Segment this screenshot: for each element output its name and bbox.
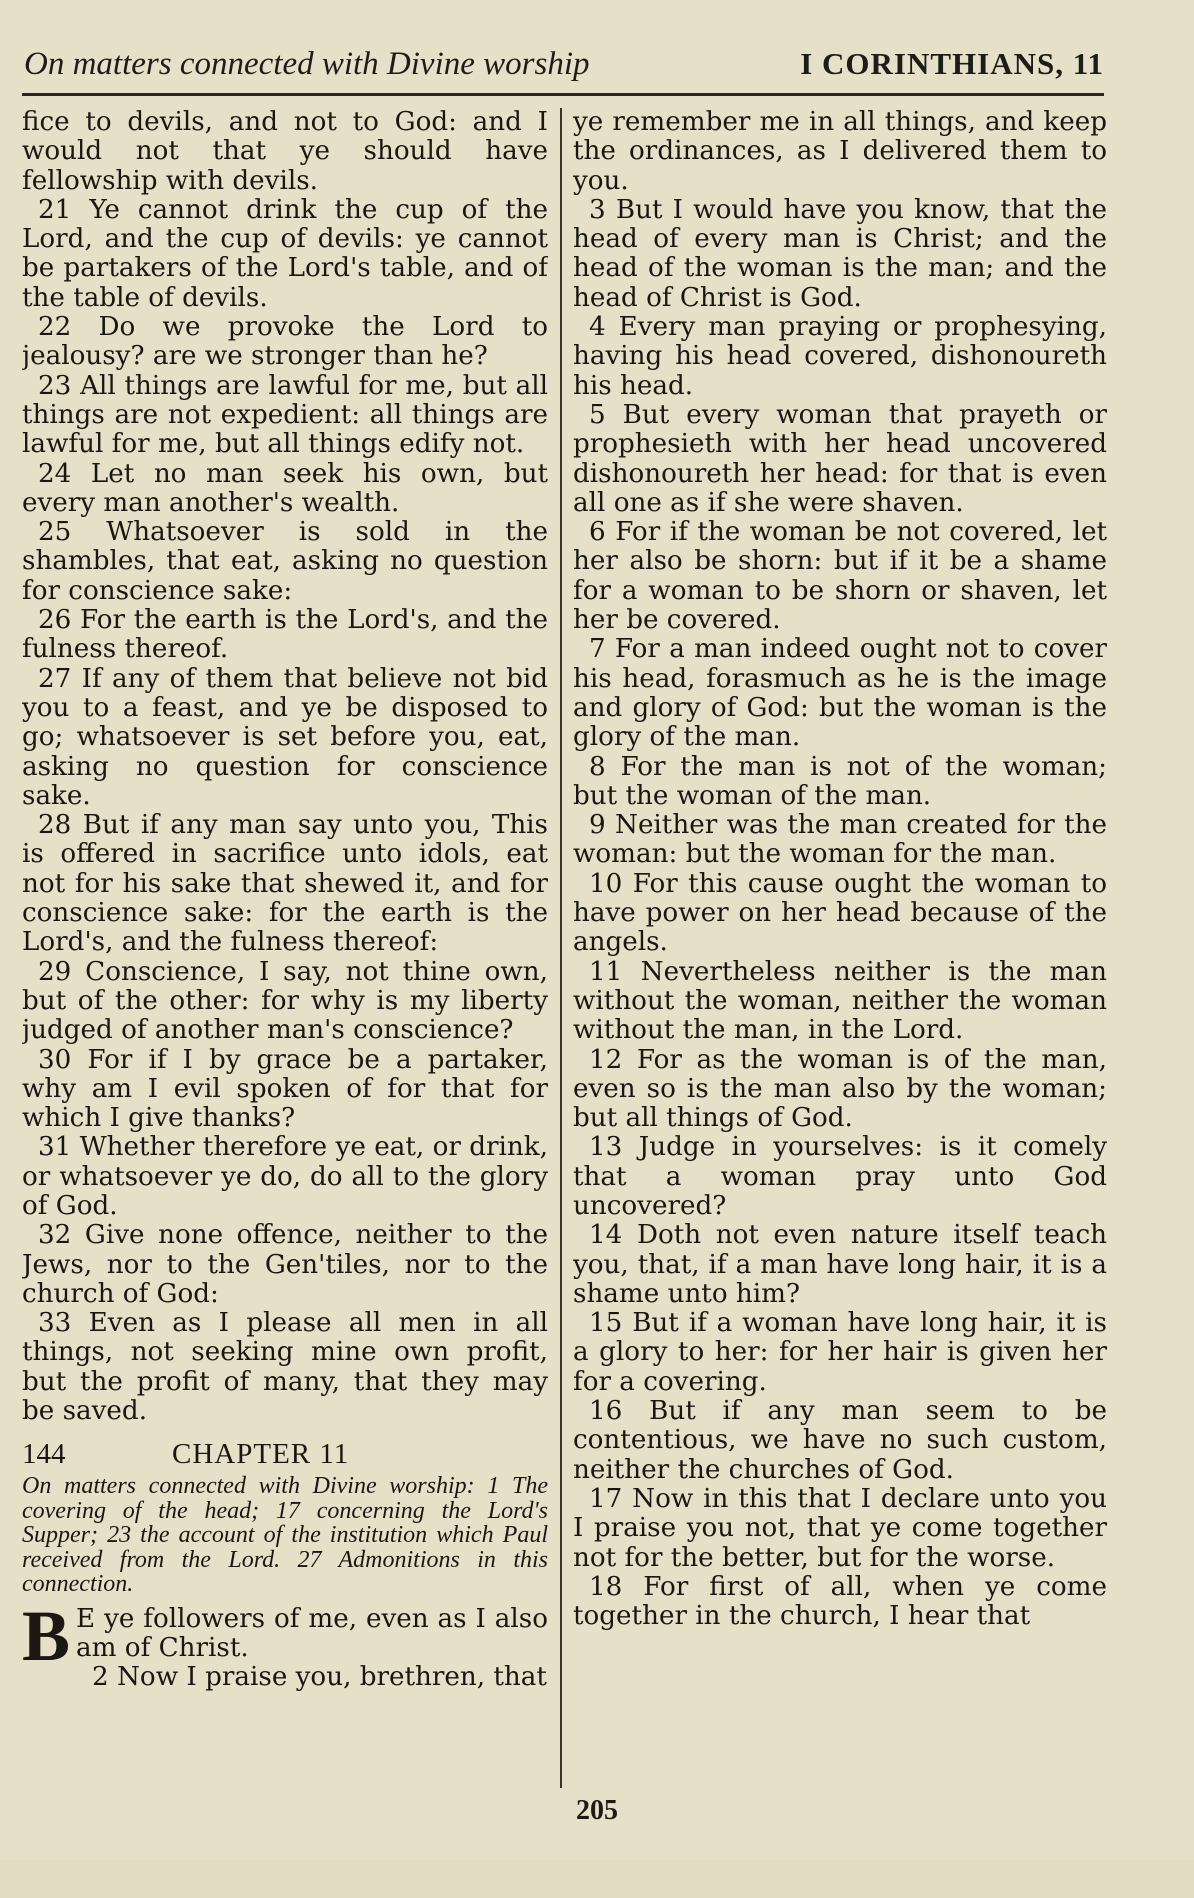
verse-30: 30 For if I by grace be a partaker, why am I evil spoken of for that for which I give thanks? bbox=[22, 1044, 548, 1134]
chapter-title: CHAPTER 11 bbox=[172, 1438, 350, 1471]
verse-12: 12 For as the woman is of the man, even so is the man also by the woman; but all things of God. bbox=[573, 1044, 1107, 1134]
header-section-title: On matters connected with Divine worship bbox=[24, 46, 590, 82]
chapter-opening bbox=[22, 1595, 548, 1676]
verse-6: 6 For if the woman be not covered, let her also be shorn: but if it be a shame for a woman to be shorn or shaven, let her be covered. bbox=[573, 517, 1107, 636]
verse-27: 27 If any of them that believe not bid you to a feast, and ye be disposed to go; whatsoever is set before you, eat, asking no question for conscience sake. bbox=[22, 663, 548, 811]
chapter-summary: On matters connected with Divine worship: 1 The covering of the head; 17 concerning the Lord's Supper; 23 the account of the institution which Paul received from the Lord. 27 Admonitions in this connection. bbox=[22, 1473, 548, 1598]
verse-5: 5 But every woman that prayeth or prophesieth with her head uncovered dishonoureth her head: for that is even all one as if she were shaven. bbox=[573, 399, 1107, 518]
verse-10: 10 For this cause ought the woman to have power on her head because of the angels. bbox=[573, 868, 1107, 958]
verse-paragraph: fice to devils, and not to God: and I would not that ye should have fellowship with devils. bbox=[22, 108, 548, 196]
verse-32: 32 Give none offence, neither to the Jews, nor to the Gen'tiles, nor to the church of God: bbox=[22, 1220, 548, 1309]
right-column bbox=[573, 108, 1107, 1790]
verse-22: 22 Do we provoke the Lord to jealousy? are we stronger than he? bbox=[22, 312, 548, 372]
verse-33: 33 Even as I please all men in all things, not seeking mine own profit, but the profit of many, that they may be saved. bbox=[22, 1308, 548, 1427]
verse-7: 7 For a man indeed ought not to cover his head, forasmuch as he is the image and glory of God: but the woman is the glory of the man. bbox=[573, 634, 1107, 753]
left-column bbox=[22, 108, 548, 1790]
verse-11: 11 Nevertheless neither is the man without the woman, neither the woman without the man, in the Lord. bbox=[573, 956, 1107, 1046]
chapter-reference-number: 144 bbox=[22, 1438, 66, 1471]
verse-2: 2 Now I praise you, brethren, that bbox=[92, 1662, 547, 1693]
verse-2-continued: ye remember me in all things, and keep the ordinances, as I delivered them to you. bbox=[573, 108, 1107, 196]
drop-cap: B bbox=[22, 1595, 71, 1676]
verse-1: E ye followers of me, even as I also am of Christ. bbox=[76, 1603, 548, 1664]
verse-24: 24 Let no man seek his own, but every man another's wealth. bbox=[22, 458, 548, 518]
verse-28: 28 But if any man say unto you, This is offered in sacrifice unto idols, eat not for his sake that shewed it, and for conscience sake: for the earth is the Lord's, and the fulness thereof: bbox=[22, 810, 548, 958]
verse-13: 13 Judge in yourselves: is it comely that a woman pray unto God uncovered? bbox=[573, 1132, 1107, 1221]
verse-16: 16 But if any man seem to be contentious, we have no such custom, neither the churches of God. bbox=[573, 1396, 1107, 1485]
verse-31: 31 Whether therefore ye eat, or drink, or whatsoever ye do, do all to the glory of God. bbox=[22, 1132, 548, 1221]
header-rule bbox=[22, 93, 1104, 96]
verse-23: 23 All things are lawful for me, but all things are not expedient: all things are lawful for me, but all things edify not. bbox=[22, 370, 548, 460]
verse-25: 25 Whatsoever is sold in the shambles, that eat, asking no question for conscience sake: bbox=[22, 517, 548, 606]
verse-8: 8 For the man is not of the woman; but the woman of the man. bbox=[573, 751, 1107, 811]
chapter-heading bbox=[22, 1440, 548, 1474]
verse-18: 18 For first of all, when ye come together in the church, I hear that bbox=[573, 1571, 1107, 1632]
column-divider bbox=[560, 108, 562, 1788]
verse-21: 21 Ye cannot drink the cup of the Lord, and the cup of devils: ye cannot be partakers of the Lord's table, and of the table of devils. bbox=[22, 194, 548, 313]
verse-14: 14 Doth not even nature itself teach you, that, if a man have long hair, it is a shame unto him? bbox=[573, 1220, 1107, 1309]
verse-9: 9 Neither was the man created for the woman: but the woman for the man. bbox=[573, 810, 1107, 870]
verse-4: 4 Every man praying or prophesying, having his head covered, dishonoureth his head. bbox=[573, 312, 1107, 401]
verse-17: 17 Now in this that I declare unto you I praise you not, that ye come together not for the better, but for the worse. bbox=[573, 1483, 1107, 1573]
verse-29: 29 Conscience, I say, not thine own, but of the other: for why is my liberty judged of another man's conscience? bbox=[22, 956, 548, 1046]
verse-15: 15 But if a woman have long hair, it is a glory to her: for her hair is given her for a covering. bbox=[573, 1308, 1107, 1397]
verse-26: 26 For the earth is the Lord's, and the fulness thereof. bbox=[22, 605, 548, 665]
running-header bbox=[24, 46, 1104, 90]
verse-3: 3 But I would have you know, that the head of every man is Christ; and the head of the woman is the man; and the head of Christ is God. bbox=[573, 194, 1107, 313]
header-book-chapter: I CORINTHIANS, 11 bbox=[800, 46, 1104, 81]
page-number: 205 bbox=[576, 1795, 618, 1826]
page-bottom-margin bbox=[0, 1860, 1194, 1898]
